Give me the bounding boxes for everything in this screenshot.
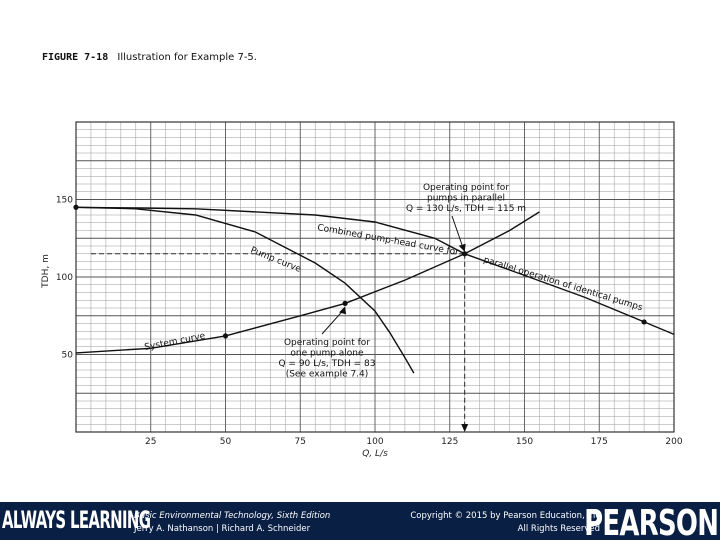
series-line	[76, 212, 540, 353]
chart-annotations	[144, 183, 644, 380]
figure-caption-text: Illustration for Example 7-5.	[117, 52, 257, 63]
x-tick-label: 75	[294, 437, 306, 447]
copyright-notice	[410, 510, 600, 536]
data-point-marker	[462, 251, 467, 256]
y-tick-label: 50	[61, 350, 73, 361]
reference-arrowhead	[461, 424, 468, 432]
annotation-combined-curve: Combined pump-head curve for	[316, 223, 460, 258]
annotation-parallel-operating-point: Operating point for pumps in parallel Q = 130 L/s, TDH = 115 m	[405, 183, 527, 214]
x-tick-label: 200	[665, 437, 683, 447]
data-point-marker	[73, 205, 78, 210]
pearson-logo: PEARSON	[583, 503, 718, 544]
book-authors: Jerry A. Nathanson | Richard A. Schneider	[134, 524, 311, 534]
data-point-marker	[642, 319, 647, 324]
callout-arrow	[452, 216, 464, 250]
x-tick-label: 150	[515, 437, 534, 447]
y-tick-label: 150	[55, 195, 73, 206]
book-info	[134, 510, 330, 536]
data-point-marker	[343, 301, 348, 306]
annotation-system-curve: System curve	[143, 331, 207, 353]
x-axis-label: Q, L/s	[362, 449, 388, 459]
x-tick-label: 50	[219, 437, 232, 447]
callout-arrow	[322, 309, 344, 334]
footer-bar	[0, 502, 720, 544]
copyright-text: Copyright © 2015 by Pearson Education, Inc	[410, 511, 600, 521]
x-tick-label: 25	[145, 437, 157, 447]
figure-number: FIGURE 7-18	[42, 52, 109, 63]
book-title: Basic Environmental Technology, Sixth Edition	[134, 511, 331, 521]
y-tick-label: 100	[55, 273, 73, 283]
data-point-marker	[223, 333, 228, 338]
x-tick-label: 175	[590, 437, 608, 447]
annotation-pump-curve: Pump curve	[248, 245, 303, 275]
annotation-single-operating-point: Operating point for one pump alone Q = 90 L/s, TDH = 83 (See example 7.4)	[278, 338, 376, 380]
annotation-parallel-operation: parallel operation of identical pumps	[482, 255, 644, 314]
always-learning-brand: ALWAYS LEARNING	[2, 506, 151, 534]
rights-text: All Rights Reserved	[517, 524, 600, 534]
y-axis-label: TDH, m	[41, 254, 51, 288]
x-tick-label: 125	[441, 437, 459, 447]
x-tick-label: 100	[366, 437, 384, 447]
